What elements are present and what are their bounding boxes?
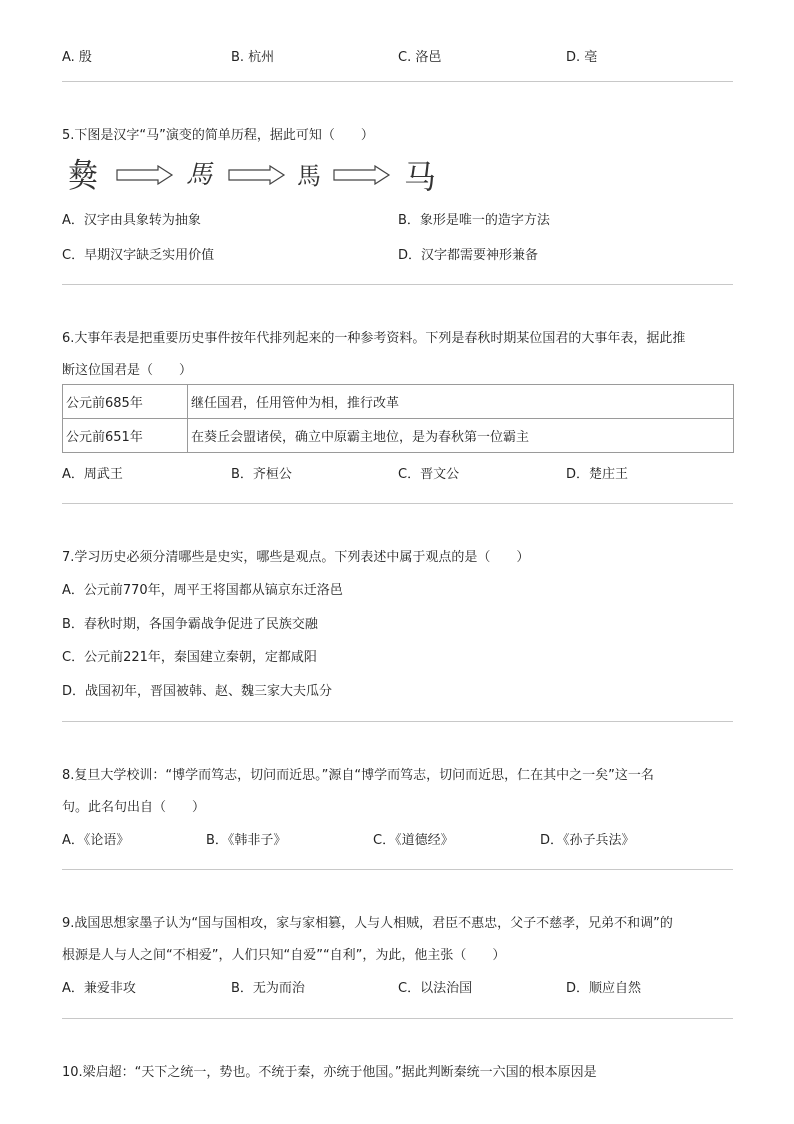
q6-option-c: C．晋文公 <box>398 467 460 482</box>
q9-option-c: C．以法治国 <box>398 981 473 996</box>
simplified-ma-glyph: 马 <box>404 158 437 196</box>
divider <box>62 869 733 870</box>
q9-stem-line1: 9.战国思想家墨子认为“国与国相攻，家与家相篡，人与人相贼，君臣不惠忠，父子不慈孝，兄弟不和调”的 <box>62 916 673 931</box>
q4-option-b: B. 杭州 <box>231 50 275 65</box>
q4-option-a: A. 殷 <box>62 50 92 65</box>
q8-option-d: D．《孙子兵法》 <box>540 833 635 848</box>
divider <box>62 1018 733 1019</box>
chronology-table <box>62 384 734 453</box>
table-row <box>63 385 734 419</box>
arrow-icon <box>333 165 391 185</box>
q8-option-a: A．《论语》 <box>62 833 130 848</box>
arrow-icon <box>228 165 286 185</box>
q7-option-b: B．春秋时期，各国争霸战争促进了民族交融 <box>62 617 318 632</box>
q9-option-a: A．兼爱非攻 <box>62 981 136 996</box>
q5-stem: 5.下图是汉字“马”演变的简单历程，据此可知（ ） <box>62 128 374 143</box>
table-cell-event: 在葵丘会盟诸侯，确立中原霸主地位，是为春秋第一位霸主 <box>188 419 734 453</box>
q6-stem-line1: 6.大事年表是把重要历史事件按年代排列起来的一种参考资料。下列是春秋时期某位国君的大事年表，据此推 <box>62 331 686 346</box>
q7-stem: 7.学习历史必须分清哪些是史实，哪些是观点。下列表述中属于观点的是（ ） <box>62 550 530 565</box>
oracle-bone-ma-glyph: 𢑱 <box>68 156 98 196</box>
q8-option-c: C．《道德经》 <box>373 833 454 848</box>
table-cell-year: 公元前685年 <box>63 385 188 419</box>
q6-option-b: B．齐桓公 <box>231 467 292 482</box>
q9-stem-line2: 根源是人与人之间“不相爱”，人们只知“自爱”“自利”，为此，他主张（ ） <box>62 948 506 963</box>
divider <box>62 721 733 722</box>
q6-option-a: A．周武王 <box>62 467 123 482</box>
q4-option-c: C. 洛邑 <box>398 50 442 65</box>
q5-option-c: C．早期汉字缺乏实用价值 <box>62 248 215 263</box>
q7-option-d: D．战国初年，晋国被韩、赵、魏三家大夫瓜分 <box>62 684 333 699</box>
table-cell-year: 公元前651年 <box>63 419 188 453</box>
q8-option-b: B．《韩非子》 <box>206 833 287 848</box>
q8-stem-line2: 句。此名句出自（ ） <box>62 800 206 815</box>
q4-option-d: D. 亳 <box>566 50 598 65</box>
divider <box>62 81 733 82</box>
q7-option-a: A．公元前770年，周平王将国都从镐京东迁洛邑 <box>62 583 343 598</box>
clerical-ma-glyph: 馬 <box>297 162 321 190</box>
q7-option-c: C．公元前221年，秦国建立秦朝，定都咸阳 <box>62 650 317 665</box>
q9-option-b: B．无为而治 <box>231 981 305 996</box>
q6-option-d: D．楚庄王 <box>566 467 629 482</box>
q5-option-d: D．汉字都需要神形兼备 <box>398 248 539 263</box>
bronze-ma-glyph: 馬 <box>186 160 213 190</box>
arrow-icon <box>116 165 174 185</box>
q10-stem: 10.梁启超：“天下之统一，势也。不统于秦，亦统于他国。”据此判断秦统一六国的根本原因是 <box>62 1065 597 1080</box>
divider <box>62 284 733 285</box>
divider <box>62 503 733 504</box>
table-row <box>63 419 734 453</box>
q6-stem-line2: 断这位国君是（ ） <box>62 363 193 378</box>
q8-stem-line1: 8.复旦大学校训：“博学而笃志，切问而近思。”源自“博学而笃志，切问而近思，仁在其中之一矣”这一名 <box>62 768 654 783</box>
table-cell-event: 继任国君，任用管仲为相，推行改革 <box>188 385 734 419</box>
q5-option-a: A．汉字由具象转为抽象 <box>62 213 201 228</box>
q5-option-b: B．象形是唯一的造字方法 <box>398 213 550 228</box>
q9-option-d: D．顺应自然 <box>566 981 642 996</box>
